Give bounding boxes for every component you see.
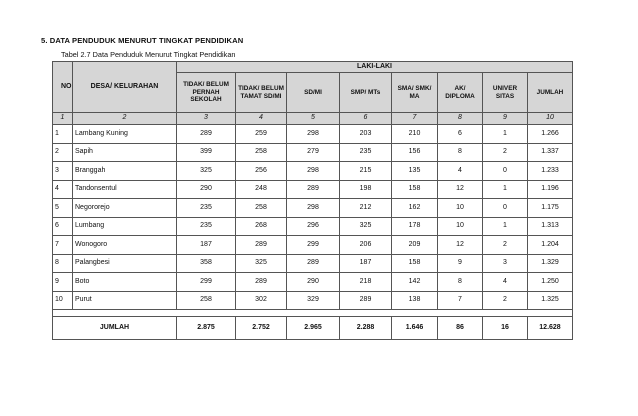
value-cell: 258 [236, 199, 287, 218]
value-cell: 12 [438, 236, 483, 255]
value-cell: 289 [287, 180, 340, 199]
col-header-no: NO [53, 62, 73, 113]
row-number-cell: 2 [53, 143, 73, 162]
value-cell: 9 [438, 254, 483, 273]
value-cell: 10 [438, 199, 483, 218]
value-cell: 296 [287, 217, 340, 236]
value-cell: 187 [340, 254, 392, 273]
value-cell: 142 [392, 273, 438, 292]
value-cell: 325 [236, 254, 287, 273]
value-cell: 290 [287, 273, 340, 292]
value-cell: 299 [177, 273, 236, 292]
col-number: 1 [53, 113, 73, 125]
value-cell: 0 [483, 162, 528, 181]
desa-name-cell: Wonogoro [73, 236, 177, 255]
jumlah-cell: 1.313 [528, 217, 573, 236]
value-cell: 203 [340, 125, 392, 144]
value-cell: 212 [340, 199, 392, 218]
value-cell: 2 [483, 291, 528, 310]
value-cell: 156 [392, 143, 438, 162]
value-cell: 8 [438, 273, 483, 292]
value-cell: 206 [340, 236, 392, 255]
jumlah-cell: 1.329 [528, 254, 573, 273]
col-number: 3 [177, 113, 236, 125]
total-row [53, 317, 573, 340]
table-row [53, 125, 573, 144]
value-cell: 135 [392, 162, 438, 181]
value-cell: 187 [177, 236, 236, 255]
row-number-cell: 9 [53, 273, 73, 292]
value-cell: 1 [483, 125, 528, 144]
jumlah-cell: 1.325 [528, 291, 573, 310]
table-row [53, 199, 573, 218]
value-cell: 248 [236, 180, 287, 199]
total-cell: 2.288 [340, 317, 392, 340]
value-cell: 3 [483, 254, 528, 273]
value-cell: 158 [392, 254, 438, 273]
value-cell: 256 [236, 162, 287, 181]
group-header-row [53, 62, 573, 73]
col-header-tidak-tamat-sd: TIDAK/ BELUM TAMAT SD/MI [236, 73, 287, 113]
section-heading: 5. DATA PENDUDUK MENURUT TINGKAT PENDIDIKAN [41, 36, 244, 45]
value-cell: 158 [392, 180, 438, 199]
education-table [52, 61, 573, 340]
table-row [53, 162, 573, 181]
row-number-cell: 7 [53, 236, 73, 255]
value-cell: 325 [177, 162, 236, 181]
value-cell: 259 [236, 125, 287, 144]
spacer-cell [53, 310, 573, 317]
row-number-cell: 10 [53, 291, 73, 310]
value-cell: 235 [177, 199, 236, 218]
col-header-ak-diploma: AK/ DIPLOMA [438, 73, 483, 113]
col-number: 4 [236, 113, 287, 125]
value-cell: 302 [236, 291, 287, 310]
col-number: 8 [438, 113, 483, 125]
value-cell: 298 [287, 162, 340, 181]
col-number: 2 [73, 113, 177, 125]
value-cell: 329 [287, 291, 340, 310]
desa-name-cell: Tandonsentul [73, 180, 177, 199]
value-cell: 0 [483, 199, 528, 218]
total-cell: 86 [438, 317, 483, 340]
value-cell: 325 [340, 217, 392, 236]
total-cell: 16 [483, 317, 528, 340]
value-cell: 138 [392, 291, 438, 310]
value-cell: 215 [340, 162, 392, 181]
value-cell: 289 [287, 254, 340, 273]
col-number: 6 [340, 113, 392, 125]
column-number-row [53, 113, 573, 125]
value-cell: 7 [438, 291, 483, 310]
col-header-tidak-pernah-sekolah: TIDAK/ BELUM PERNAH SEKOLAH [177, 73, 236, 113]
value-cell: 4 [438, 162, 483, 181]
value-cell: 2 [483, 236, 528, 255]
col-header-smp-mts: SMP/ MTs [340, 73, 392, 113]
value-cell: 209 [392, 236, 438, 255]
col-header-jumlah: JUMLAH [528, 73, 573, 113]
row-number-cell: 3 [53, 162, 73, 181]
col-number: 9 [483, 113, 528, 125]
table-caption: Tabel 2.7 Data Penduduk Menurut Tingkat Pendidikan [61, 50, 236, 59]
value-cell: 289 [236, 273, 287, 292]
table-body [53, 125, 573, 310]
value-cell: 12 [438, 180, 483, 199]
value-cell: 4 [483, 273, 528, 292]
desa-name-cell: Negororejo [73, 199, 177, 218]
value-cell: 268 [236, 217, 287, 236]
total-cell: 1.646 [392, 317, 438, 340]
jumlah-cell: 1.233 [528, 162, 573, 181]
desa-name-cell: Branggah [73, 162, 177, 181]
desa-name-cell: Lambang Kuning [73, 125, 177, 144]
total-label: JUMLAH [53, 317, 177, 340]
value-cell: 178 [392, 217, 438, 236]
table-row [53, 254, 573, 273]
value-cell: 235 [340, 143, 392, 162]
jumlah-cell: 1.337 [528, 143, 573, 162]
table-row [53, 143, 573, 162]
jumlah-cell: 1.250 [528, 273, 573, 292]
value-cell: 289 [340, 291, 392, 310]
desa-name-cell: Sapih [73, 143, 177, 162]
total-jumlah: 12.628 [528, 317, 573, 340]
value-cell: 358 [177, 254, 236, 273]
col-header-desa: DESA/ KELURAHAN [73, 62, 177, 113]
table-row [53, 217, 573, 236]
value-cell: 1 [483, 217, 528, 236]
jumlah-cell: 1.175 [528, 199, 573, 218]
value-cell: 289 [236, 236, 287, 255]
total-cell: 2.875 [177, 317, 236, 340]
spacer-row [53, 310, 573, 317]
value-cell: 298 [287, 199, 340, 218]
col-number: 5 [287, 113, 340, 125]
value-cell: 8 [438, 143, 483, 162]
value-cell: 198 [340, 180, 392, 199]
table-row [53, 236, 573, 255]
col-number: 7 [392, 113, 438, 125]
desa-name-cell: Boto [73, 273, 177, 292]
value-cell: 1 [483, 180, 528, 199]
col-header-sd-mi: SD/MI [287, 73, 340, 113]
desa-name-cell: Palangbesi [73, 254, 177, 273]
col-header-universitas: UNIVER SITAS [483, 73, 528, 113]
row-number-cell: 5 [53, 199, 73, 218]
row-number-cell: 4 [53, 180, 73, 199]
total-cell: 2.965 [287, 317, 340, 340]
value-cell: 289 [177, 125, 236, 144]
col-number: 10 [528, 113, 573, 125]
value-cell: 235 [177, 217, 236, 236]
value-cell: 10 [438, 217, 483, 236]
jumlah-cell: 1.196 [528, 180, 573, 199]
jumlah-cell: 1.266 [528, 125, 573, 144]
row-number-cell: 8 [53, 254, 73, 273]
row-number-cell: 6 [53, 217, 73, 236]
value-cell: 218 [340, 273, 392, 292]
table-row [53, 291, 573, 310]
table-row [53, 273, 573, 292]
value-cell: 210 [392, 125, 438, 144]
value-cell: 258 [177, 291, 236, 310]
value-cell: 290 [177, 180, 236, 199]
table-row [53, 180, 573, 199]
value-cell: 2 [483, 143, 528, 162]
group-header-laki-laki: LAKI-LAKI [177, 62, 573, 73]
value-cell: 6 [438, 125, 483, 144]
desa-name-cell: Purut [73, 291, 177, 310]
value-cell: 399 [177, 143, 236, 162]
value-cell: 298 [287, 125, 340, 144]
value-cell: 258 [236, 143, 287, 162]
jumlah-cell: 1.204 [528, 236, 573, 255]
total-cell: 2.752 [236, 317, 287, 340]
value-cell: 162 [392, 199, 438, 218]
row-number-cell: 1 [53, 125, 73, 144]
desa-name-cell: Lumbang [73, 217, 177, 236]
value-cell: 279 [287, 143, 340, 162]
value-cell: 299 [287, 236, 340, 255]
col-header-sma-smk-ma: SMA/ SMK/ MA [392, 73, 438, 113]
